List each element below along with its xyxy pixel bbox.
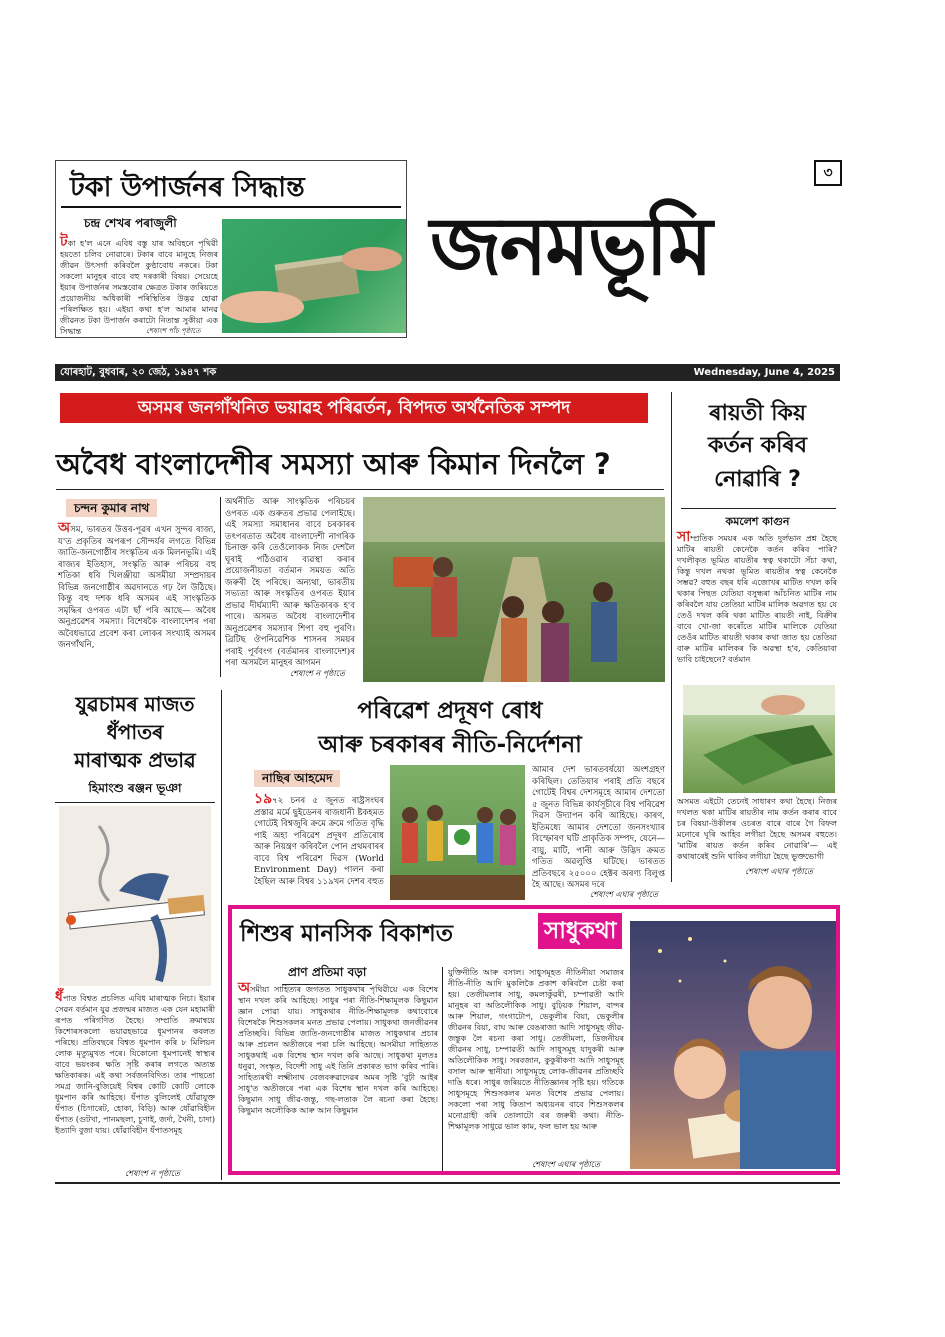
child-continued[interactable]: শেষাংশ এঘাৰ পৃষ্ঠাতে — [532, 1160, 601, 1169]
teaser-continued[interactable]: শেষাংশ পাঁচ পৃষ্ঠাতে — [146, 327, 201, 335]
land-hand-illustration — [683, 685, 835, 793]
right-author: কমলেশ কাগুন — [725, 515, 790, 528]
lead-continued[interactable]: শেষাংশ ন পৃষ্ঠাতে — [290, 669, 345, 678]
right-continued[interactable]: শেষাংশ এঘাৰ পৃষ্ঠাতে — [745, 867, 814, 876]
teaser-dropcap: ট — [60, 234, 68, 250]
child-col-rule — [442, 967, 443, 1171]
teaser-body: টকা হ'ল এনে এবিধ বস্তু যাৰ অবিহনে পৃথিৱী হয়তো চলিব নোৱাৰে। টকাৰ বাবে মানুহে নিজৰ জীৱন উৎসৰ্গা কৰিবলৈ কুণ্ঠাবোধ নকৰে। টকা সকলো মানুহৰ বাবে বহু দৰকাৰী বিষয়। সেয়েহে ইয়াৰ উপাৰ্জনৰ সমস্তবোৰ ক্ষেত্ৰত টকাৰ জৰিয়তে প্ৰয়োজনীয় অধিকাৰী পৰিস্থিতিৰ উদ্ভৱ হোৱা পৰিলক্ষিত হয়। এইয়া কথা হ'ল আমাৰ মানৱ জীৱনত টকা উপাৰ্জন কৰাটো নিতান্ত সুকীয়া এক সিদ্ধান্ত — [60, 234, 218, 336]
child-author: প্ৰাণ প্ৰতিমা বড়া — [282, 964, 372, 985]
cigarette-illustration — [59, 806, 211, 986]
page-number: ৩ — [814, 160, 842, 186]
page-bottom-rule — [55, 1182, 840, 1184]
env-headline-2[interactable]: আৰু চৰকাৰৰ নীতি-নিৰ্দেশনা — [318, 732, 582, 758]
child-col1: অসমীয়া সাহিত্যৰ জগতত সাধুকথাৰ পৃথিৱীয়ে এক বিশেষ স্থান দখল কৰি আহিছে। সাধুৰ পৰা নীতি-শিক্ষামূলক কিছুমান জ্ঞান পোৱা যায়। সাধুকথাৰ নীতি-শিক্ষামূলক কথাবোৰে বিশেষকৈ শিশুসকলৰ মনত প্ৰভাৱ পেলায়। সাধুকথা জনজীৱনৰ প্ৰতিচ্ছবি। বিভিন্ন জাতি-জনগোষ্ঠীৰ মাজত সাধুকথাৰ প্ৰচাৰ আৰু প্ৰচলন অতীজৰে পৰা চলি আহিছে। অসমীয়া সাহিত্যত সাধুকথাই এক বিশেষ স্থান দখল কৰি আছে। সাধুকথা মূলতঃ ধনুৱা, সংস্কৃত, বিদেশী সাধু এই তিনি প্ৰকাৰত ভাগ কৰিব পাৰি। সাহিত্যৰথী লক্ষ্মীনাথ বেজবৰুৱাদেৱৰ অমৰ সৃষ্টি 'বুঢ়ী আইৰ সাধু'ত অতীজৰে পৰা এক বিশেষ স্থান দখল কৰি আহিছে। কিছুমান সাধু জীৱ-জন্তু, গছ-লতাক লৈ ৰচনা কৰা হৈছে। কিছুমান অলৌকিক আৰু আন কিছুমান — [238, 980, 438, 1115]
smoking-body: ধঁপাত বিশ্বত প্ৰচলিত এবিধ মাৰাত্মক নিচা। ইয়াৰ সেৱন বৰ্তমান যুৱ প্ৰজন্মৰ মাজত এক যেন মহামাৰী ৰূপত পৰিগণিত হৈছে। সম্প্ৰতি ক্ৰমান্বয়ে কিশোৰসকলো ভয়াৱহভাৱে ধূমপানৰ কবলত পৰিছে। প্ৰতিবছৰে বিশ্বত ধূমপান কৰি ৮ মিলিয়ন লোক মৃত্যুমুখত পৰে। যিকোনো ধূমপানেই স্বাস্থ্যৰ বাবে ভয়ংকৰ ক্ষতি সৃষ্টি কৰাৰ লগতে অত্যন্ত ক্ষতিকাৰক। এই কথা সৰ্বজনবিদিত। তাৰ পাছতো সমগ্ৰ জানি-বুজিয়েই বিশ্বৰ কোটি কোটি লোকে ধূমপান কৰি আহিছে। ধঁপাত বুলিলেই ধোঁৱাযুক্ত ধঁপাত (চিগাৰেট, হোকা, বিড়ি) আৰু ধোঁৱাবিহীন ধঁপাত (গুটখা, পানমছলা, চুণাই, জৰ্দা, খৈনী, চাদা) ইত্যাদি বুজা যায়। ধোঁৱাবিহীন ধঁপাতসমূহ — [55, 989, 215, 1135]
lead-kicker[interactable]: অসমৰ জনগাঁথনিত ভয়াৱহ পৰিৱৰ্তন, বিপদত অৰ্থনৈতিক সম্পদ — [60, 393, 648, 423]
teaser-headline[interactable]: টকা উপাৰ্জনৰ সিদ্ধান্ত — [70, 172, 305, 203]
smoking-story-box — [55, 690, 215, 1180]
masthead-logo: জনমভূমি — [430, 200, 711, 293]
right-headline-1[interactable]: ৰায়তী কিয় — [709, 401, 806, 426]
smoking-headline-1[interactable]: যুৱচামৰ মাজত — [75, 692, 195, 716]
right-headline-3[interactable]: নোৱাৰি ? — [714, 467, 801, 492]
dateline-left: যোৰহাট, বুধবাৰ, ২০ জেঠ, ১৯৪৭ শক — [60, 367, 217, 378]
smoking-headline-2[interactable]: ধঁপাতৰ — [106, 720, 164, 744]
teaser-author: চন্দ্ৰ শেখৰ পৰাজুলী — [84, 216, 177, 230]
child-dropcap: অ — [238, 980, 251, 996]
smoking-author: হিমাংশু ৰঞ্জন ভূঞা — [55, 780, 215, 803]
dateline-bar — [55, 364, 840, 381]
smoking-headline-3[interactable]: মাৰাত্মক প্ৰভাৱ — [74, 748, 196, 772]
child-headline-2[interactable]: সাধুকথা — [538, 913, 622, 949]
dateline-right: Wednesday, June 4, 2025 — [693, 367, 835, 378]
right-body2: অসমত এইটো তেনেই সাধাৰণ কথা হৈছে। নিজৰ দখলত থকা মাটিৰ ৰায়তীৰ নাম কৰ্তন কৰাৰ বাবে চৰ বিষয়া-উকীলৰ ওচৰত বাৰে বাৰে গৈ বিফল মনোৰে ঘূৰি আহিব লগীয়া হৈছে অসমৰ বহুতে। 'মাটিৰ ৰায়ত কৰ্তন কৰিব নোৱাৰি'— এই কথাষাৰেই শুনি থাকিব লগীয়া হৈছে ভুক্তভোগী — [677, 797, 837, 861]
lead-col2: অৰ্থনীতি আৰু সাংস্কৃতিক পৰিচয়ৰ ওপৰত এক গুৰুতৰ প্ৰভাৱ পেলাইছে। এই সমস্যা সমাধানৰ বাবে চৰকাৰৰ তৎপৰতাত অবৈধ বাংলাদেশী নাগৰিক চিনাক্ত কৰি তেওঁলোকক নিজ দেশলৈ ঘূৰাই পঠিওৱাৰ ব্যৱস্থা কৰাৰ প্ৰয়োজনীয়তা বৰ্তমান সময়ত অতি জৰুৰী হৈ পৰিছে। অন্যথা, ভাৰতীয় সভ্যতা আৰু সংস্কৃতিৰ ওপৰত ইয়াৰ প্ৰভাৱ দীৰ্ঘম্যাদী আৰু ক্ষতিকাৰক হ'ব পাৰে। অসমত অবৈধ বাংলাদেশীৰ অনুপ্ৰৱেশৰ সমস্যাৰ শিপা বহু পুৰণি। ব্ৰিটিছ ঔপনিৱেশিক শাসনৰ সময়ৰ পৰাই পূৰ্ববংগ (বৰ্তমানৰ বাংলাদেশ)ৰ পৰা অসমলৈ মানুহৰ আগমন — [225, 497, 355, 668]
right-column-rule — [671, 392, 672, 882]
children-planting-photo — [390, 765, 525, 900]
env-dropcap: ১৯ — [254, 791, 273, 807]
father-daughter-reading-illustration — [630, 921, 836, 1169]
lead-author: চন্দন কুমাৰ নাথ — [66, 499, 157, 517]
money-hands-image — [222, 219, 406, 333]
smoking-dropcap: ধঁ — [55, 989, 63, 1005]
env-headline-1[interactable]: পৰিৱেশ প্ৰদূষণ ৰোধ — [357, 698, 543, 724]
right-headline-2[interactable]: কৰ্তন কৰিব — [707, 433, 807, 458]
env-continued[interactable]: শেষাংশ এঘাৰ পৃষ্ঠাতে — [590, 890, 659, 899]
right-author-rule — [681, 508, 836, 509]
smoking-column-rule — [221, 690, 222, 1180]
env-body2: আমাৰ দেশ ভাৰতবৰ্ষয়ো অংশগ্ৰহণ কৰিছিল। তেতিয়াৰ পৰাই প্ৰতি বছৰে গোটেই বিশ্বৰ দেশসমূহে আমাৰ দেশতো ৫ জুনত বিভিন্ন কাৰ্যসূচীৰে বিশ্ব পৰিৱেশ দিৱস উদ্যাপন কৰি আহিছে। কাৰণ, ইতিমধ্যে আমাৰ দেশতো জনসংখ্যাৰ বিস্ফোৰণ ঘটি প্ৰাকৃতিক সম্পদ, যেনে— বায়ু, মাটি, পানী আৰু উদ্ভিদ ক্ৰমত গতিত অৱলুপ্তি ঘটিছে। ভাৰতত প্ৰতিবছৰে ২৫০০০ হেক্টৰ অৰণ্য বিলুপ্ত হৈ আছে। অসমৰ দৰে — [532, 765, 665, 890]
env-body1: ১৯৭২ চনৰ ৫ জুনত ৰাষ্ট্ৰসংঘৰ প্ৰস্তাৱ মৰ্মে ছুইডেনৰ ৰাজধানী ষ্টকহমত গোটেই বিশ্বজুৰি ক্ৰমে ক্ৰমে গতিত বৃদ্ধি পাই অহা পৰিৱেশ প্ৰদূষণ প্ৰতিৰোধ আৰু নিয়ন্ত্ৰণ কৰিবলৈ পোন প্ৰথমবাৰৰ বাবে বিশ্ব পৰিৱেশ দিৱস (World Environment Day) পালন কৰা হৈছিল আৰু বিশ্বৰ ১১৯খন দেশৰ বহুত — [254, 791, 384, 887]
teaser-box — [55, 160, 407, 338]
migrants-photo — [363, 497, 665, 682]
right-body1: সাম্প্ৰতিক সময়ৰ এক অতি দুৰ্লভান প্ৰশ্ন হৈছে মাটিৰ ৰায়তী কেনেকৈ কৰ্তন কৰিব পাৰি? দখলীকৃত ভূমিত ৰায়তীৰ স্বত্ব থকাটো সঁচা কথা, কিন্তু দখল নথকা ভূমিত ৰায়তীৰ স্বত্ব কেনেকৈ সম্ভৱ? বহুত বছৰ ধৰি এজোখৰ মাটিত দখল কৰি থকাৰ পিছত যেতিয়া বসুন্ধৰা আঁচনিত মাটিৰ নাম কৰিবলৈ যায় তেতিয়া মাটিৰ মালিক অৱগত হয় যে তেওঁ দখল কৰি থকা মাটিত ৰায়তী নাই, বিক্ৰীৰ বাবে খো-জা কৰোঁতে মাটিৰ মালিকে যেতিয়া তেওঁৰ মাটিত ৰায়তী থকাৰ কথা জাত হয় তেতিয়া বাৰু মাটিৰ মালিকৰ কি অৱস্থা হ'ব, কেতিয়াবা ভাবি চাইছেনে? বৰ্তমান — [677, 529, 837, 664]
child-headline-1[interactable]: শিশুৰ মানসিক বিকাশত — [240, 921, 453, 947]
lead-headline-rule — [56, 489, 664, 490]
lead-headline[interactable]: অবৈধ বাংলাদেশীৰ সমস্যা আৰু কিমান দিনলৈ ? — [56, 447, 611, 481]
right-story-box — [675, 392, 840, 882]
lead-col-rule — [220, 497, 221, 677]
child-col2: যুক্তিনীতি আৰু বসাল। সাধুসমূহত নীতিনীয়া সমাজৰ নীতি-নীতি আদি মুকলিকৈ প্ৰকাশ কৰিবলৈ চেষ্টা কৰা হয়। তেজীমলাৰ সাধু, কমলাকুঁৱৰী, চম্পাৱতী আদি মানুহৰ বা অতিলৌকিক সাধু। বুঢ়িয়ক শিয়াল, বান্দৰ আৰু শিয়াল, গংগাটোপ, ভেকুলীৰ বিয়া, ভেকুলীৰ জীৱনৰ বিয়া, বাঘ আৰু বেঙৰাজা আদি সাধুসমূহ জীৱ-জন্তুক লৈ ৰচনা কৰা সাধু। তেজীমলা, ডিজনীয়ৰ জীৱনৰ সাধু, চম্পাৱতী আদি সাধুসমূহ যাদুকৰী আৰু অতিলৌকিক সাধু। সৰবজান, কুকুৰীকণা আদি সাধুসমূহ বসাল আৰু স্থানীয়া। সাধুসমূহে লোক-জীৱনৰ প্ৰতিচ্ছবি দাঙি ধৰে। সাধুৰ জৰিয়তে নীতিজ্ঞানৰ সৃষ্টি হয়। গতিকে সাধুসমূহে শিশুসকলৰ মনত বিশেষ প্ৰভাৱ পেলায়। সকলো পৰা সাধু কিতাপ অধ্যয়নৰ বাবে শিশুসকলৰ মনোগ্ৰাহী কৰি তোলাটো বৰ জৰুৰী কথা। নীতি-শিক্ষামূলক সাধুৱে ভাল কাম, ফল ভাল হয় আৰু — [448, 968, 624, 1131]
env-author: নাছিৰ আহমেদ — [254, 770, 340, 787]
lead-dropcap: অ — [58, 520, 71, 536]
teaser-rule — [61, 206, 401, 208]
right-dropcap: সা — [677, 529, 691, 545]
smoking-continued[interactable]: শেষাংশ ন পৃষ্ঠাতে — [125, 1169, 180, 1178]
lead-col1: অসম, ভাৰতৰ উত্তৰ-পূৱৰ এখন সুন্দৰ ৰাজ্য, য'ত প্ৰকৃতিৰ অপৰূপ সৌন্দৰ্যৰ লগতে বিভিন্ন জাতি-জনগোষ্ঠীৰ সংস্কৃতিৰ এক মিলনভূমি। এই ৰাজ্যৰ ইতিহাস, সংস্কৃতি আৰু পৰিচয় বহু শতিকা ধৰি খিলঞ্জীয়া অসমীয়া সম্প্ৰদায়ৰ বিভিন্ন জনগোষ্ঠীৰ অৱদানতে গঢ় লৈ উঠিছে। কিন্তু বহু দশক ধৰি অসমৰ এই সাংস্কৃতিক সমৃদ্ধিৰ ওপৰত এটা ছাঁ পৰি আছে— অবৈধ অনুপ্ৰৱেশৰ সমস্যা। বিশেষকৈ বাংলাদেশৰ পৰা অবৈধভাৱে প্ৰবেশ কৰা লোকৰ সংখ্যাই অসমৰ জনগাঁথনি, — [58, 520, 216, 650]
child-story-box — [228, 905, 840, 1175]
